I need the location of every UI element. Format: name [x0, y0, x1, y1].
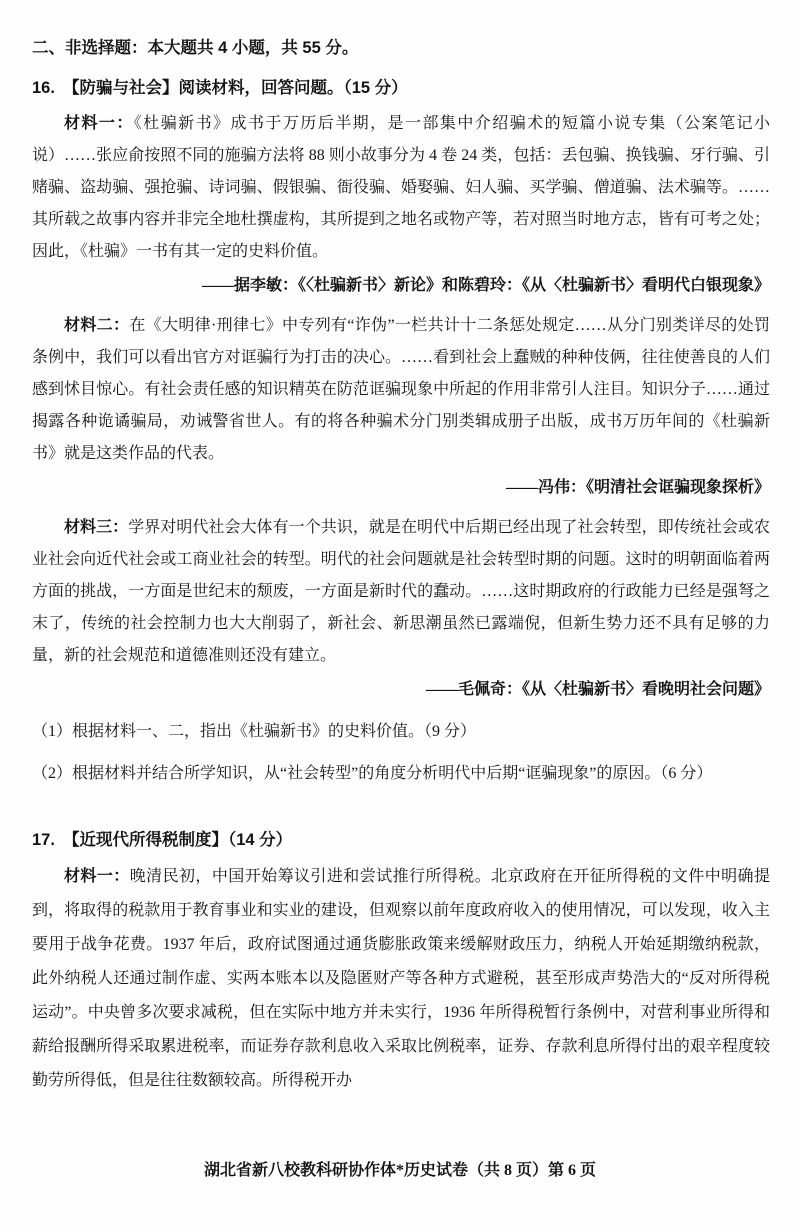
question-16-heading: [32, 76, 770, 100]
question-16-topic-tag: 【防骗与社会】: [62, 79, 179, 97]
q16-material-1-attribution: ——据李敏：《〈杜骗新书〉新论》和陈碧玲：《从〈杜骗新书〉看明代白银现象》: [201, 277, 770, 294]
question-17-topic-tag: 【近现代所得税制度】: [62, 831, 228, 849]
q16-sub-question-2: （2）根据材料并结合所学知识，从“社会转型”的角度分析明代中后期“诓骗现象”的原因。（6 分）: [32, 765, 713, 782]
q16-material-3-attribution: ——毛佩奇：《从〈杜骗新书〉看晚明社会问题》: [425, 681, 770, 698]
question-17-intro: （14 分）: [227, 831, 293, 849]
q16-material-1-paragraph: [32, 108, 770, 268]
q16-material-3-label: 材料三：: [64, 519, 129, 536]
q17-material-1-text: 晚清民初，中国开始筹议引进和尝试推行所得税。北京政府在开征所得税的文件中明确提到，将取得的税款用于教育事业和实业的建设，但观察以前年度政府收入的使用情况，可以发现，收入主要用于战争花费。1937 年后，政府试图通过通货膨胀政策来缓解财政压力，纳税人开始延期缴纳税款，此外纳税人还通过制作虚、实两本账本以及隐匿财产等各种方式避税，甚至形成声势浩大的“反对所得税运动”。中央曾多次要求减税，但在实际中地方并未实行，1936 年所得税暂行条例中，对营利事业所得和薪给报酬所得采取累进税率，而证券存款利息收入采取比例税率，证券、存款利息所得付出的艰辛程度较勤劳所得低，但是往往数额较高。所得税开办: [32, 868, 770, 1089]
q16-material-2-label: 材料二：: [64, 317, 130, 334]
q16-material-1-text: 《杜骗新书》成书于万历后半期，是一部集中介绍骗术的短篇小说专集（公案笔记小说）……张应俞按照不同的施骗方法将 88 则小故事分为 4 卷 24 类，包括：丢包骗、换钱骗、牙行骗、引赌骗、盗劫骗、强抢骗、诗词骗、假银骗、衙役骗、婚娶骗、妇人骗、买学骗、僧道骗、法术骗等。……其所载之故事内容并非完全地杜撰虚构，其所提到之地名或物产等，若对照当时地方志，皆有可考之处；因此，《杜骗》一书有其一定的史料价值。: [32, 115, 770, 260]
q16-material-2-paragraph: [32, 310, 770, 470]
q16-material-2-text: 在《大明律·刑律七》中专列有“诈伪”一栏共计十二条惩处规定……从分门别类详尽的处罚条例中，我们可以看出官方对诓骗行为打击的决心。……看到社会上蠢贼的种种伎俩，往往使善良的人们感到怵目惊心。有社会责任感的知识精英在防范诓骗现象中所起的作用非常引人注目。知识分子……通过揭露各种诡谲骗局，劝诫警省世人。有的将各种骗术分门别类辑成册子出版，成书万历年间的《杜骗新书》就是这类作品的代表。: [32, 317, 770, 462]
q16-material-1-label: 材料一：: [64, 115, 134, 132]
question-16: [32, 76, 770, 790]
q16-sub-question-1: （1）根据材料一、二，指出《杜骗新书》的史料价值。（9 分）: [32, 723, 477, 740]
q16-material-3-text: 学界对明代社会大体有一个共识，就是在明代中后期已经出现了社会转型，即传统社会或农业社会向近代社会或工商业社会的转型。明代的社会问题就是社会转型时期的问题。这时的明朝面临着两方面的挑战，一方面是世纪末的颓废，一方面是新时代的蠢动。……这时期政府的行政能力已经是强弩之末了，传统的社会控制力也大大削弱了，新社会、新思潮虽然已露端倪，但新生势力还不具有足够的力量，新的社会规范和道德准则还没有建立。: [32, 519, 770, 664]
question-16-intro: 阅读材料，回答问题。（15 分）: [178, 79, 408, 97]
q17-material-1-paragraph: [32, 860, 770, 1098]
question-17-heading: [32, 828, 770, 852]
question-16-number: 16.: [32, 79, 55, 97]
section-header: 二、非选择题：本大题共 4 小题，共 55 分。: [32, 39, 359, 57]
question-17-number: 17.: [32, 831, 55, 849]
page-footer: 湖北省新八校教科研协作体*历史试卷（共 8 页）第 6 页: [203, 1162, 596, 1179]
q17-material-1-label: 材料一：: [64, 868, 130, 885]
question-17: [32, 828, 770, 1098]
q16-material-3-paragraph: [32, 512, 770, 672]
q16-material-2-attribution: ——冯伟：《明清社会诓骗现象探析》: [505, 479, 770, 496]
